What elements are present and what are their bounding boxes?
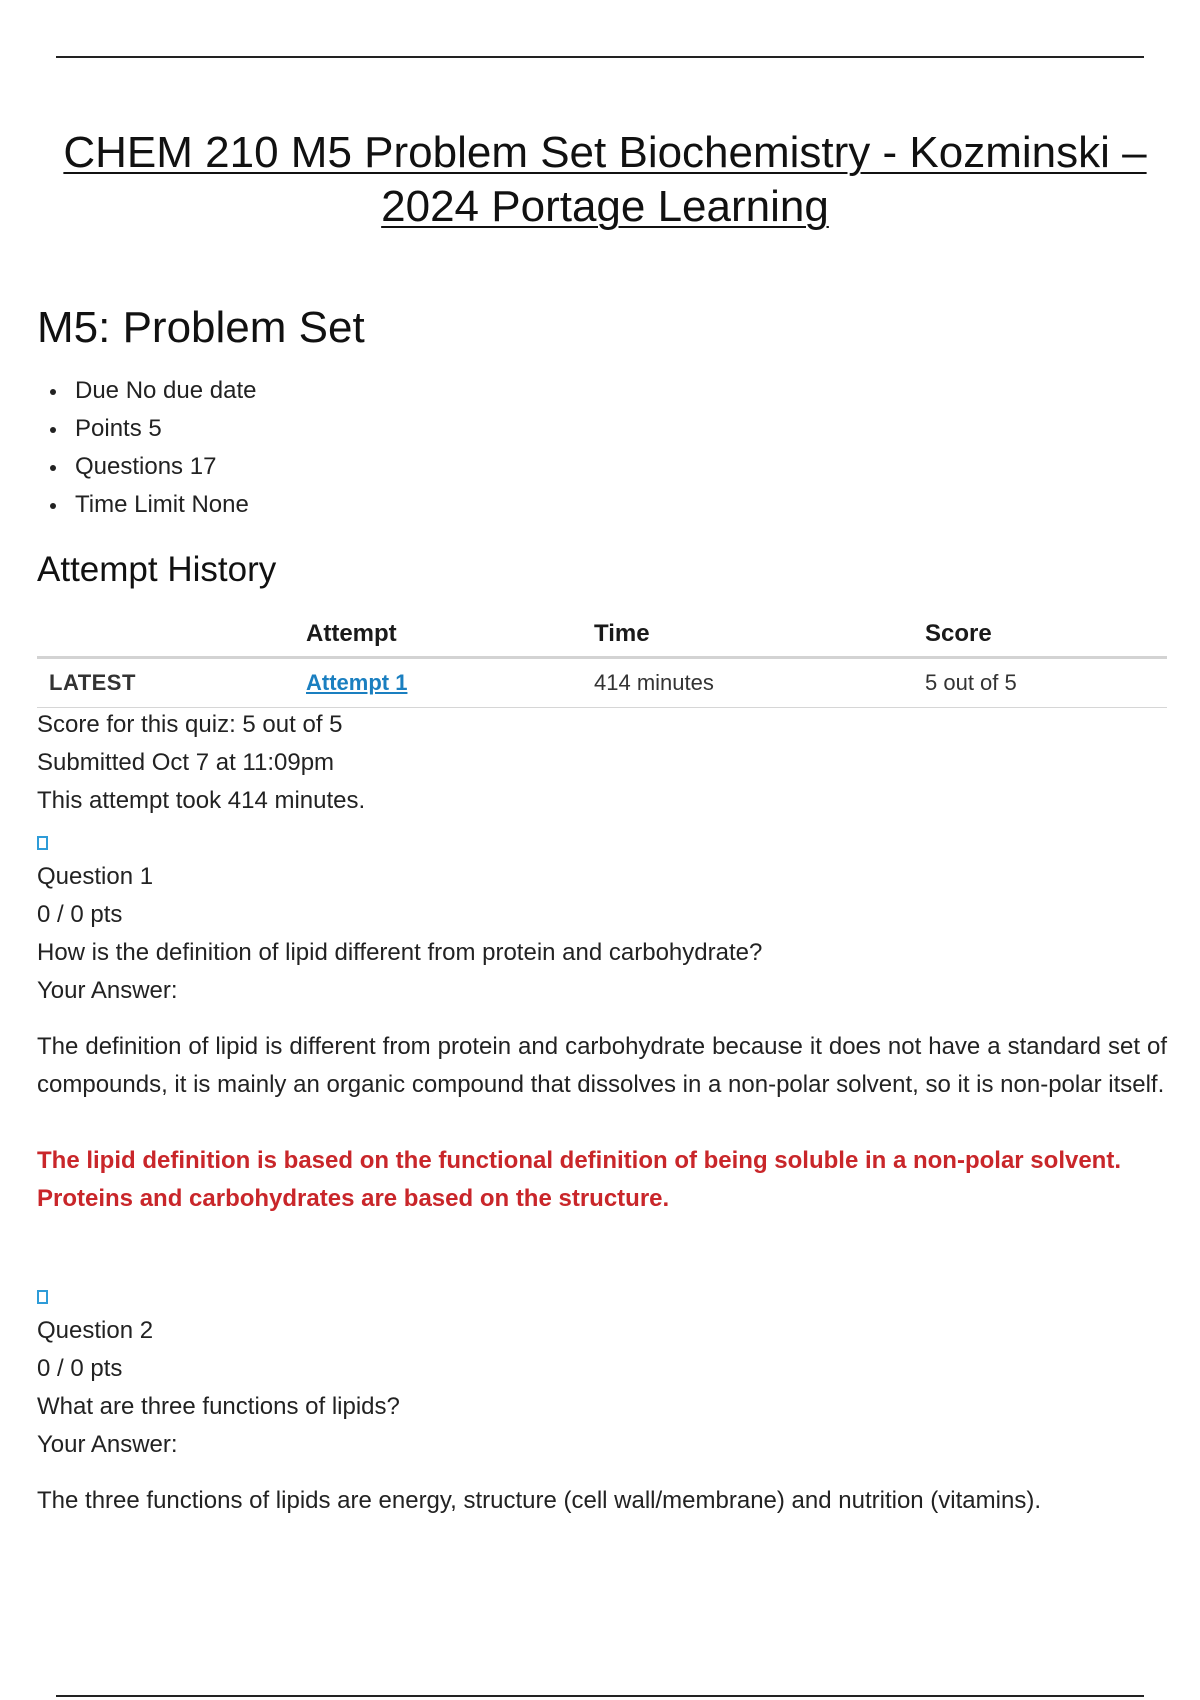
answer-label: Your Answer:	[37, 977, 178, 1004]
question-1	[37, 858, 1167, 1218]
attempt-duration: This attempt took 414 minutes.	[37, 787, 366, 814]
attempt-link[interactable]: Attempt 1	[306, 670, 408, 695]
attempt-history-table	[37, 612, 1167, 708]
detail-time-limit: Time Limit None	[37, 486, 256, 524]
table-header-row	[37, 612, 1167, 658]
question-title: Question 2	[37, 1317, 154, 1344]
question-points: 0 / 0 pts	[37, 1355, 123, 1382]
attempt-cell	[306, 658, 594, 708]
user-answer: The definition of lipid is different from protein and carbohydrate because it does not have a standard set of compounds, it is mainly an organic compound that dissolves in a non-polar solvent, so it is non-polar itself.	[37, 1033, 1167, 1098]
page-title: M5: Problem Set	[37, 303, 365, 352]
column-header-attempt: Attempt	[306, 612, 594, 658]
detail-points: Points 5	[37, 410, 256, 448]
table-row	[37, 658, 1167, 708]
question-prompt: What are three functions of lipids?	[37, 1393, 400, 1420]
column-header-time: Time	[594, 612, 925, 658]
question-2	[37, 1312, 1167, 1520]
column-header-label	[37, 612, 306, 658]
attempt-history-heading: Attempt History	[37, 550, 277, 589]
bottom-rule	[56, 1695, 1144, 1697]
assignment-details	[37, 372, 256, 524]
latest-badge: LATEST	[37, 658, 306, 708]
detail-due: Due No due date	[37, 372, 256, 410]
question-points: 0 / 0 pts	[37, 901, 123, 928]
quiz-score: Score for this quiz: 5 out of 5	[37, 711, 343, 738]
answer-feedback: The lipid definition is based on the functional definition of being soluble in a non-polar solvent. Proteins and carbohydrates are based on the structure.	[37, 1147, 1121, 1212]
user-answer: The three functions of lipids are energy, structure (cell wall/membrane) and nutrition (vitamins).	[37, 1487, 1041, 1514]
quiz-summary	[37, 706, 365, 820]
submitted-timestamp: Submitted Oct 7 at 11:09pm	[37, 749, 335, 776]
document-title: CHEM 210 M5 Problem Set Biochemistry - Kozminski – 2024 Portage Learning	[63, 128, 1147, 231]
top-rule	[56, 56, 1144, 58]
time-cell: 414 minutes	[594, 658, 925, 708]
answer-label: Your Answer:	[37, 1431, 178, 1458]
flag-question-icon[interactable]	[37, 836, 48, 850]
detail-questions: Questions 17	[37, 448, 256, 486]
question-title: Question 1	[37, 863, 154, 890]
column-header-score: Score	[925, 612, 1167, 658]
score-cell: 5 out of 5	[925, 658, 1167, 708]
question-prompt: How is the definition of lipid different from protein and carbohydrate?	[37, 939, 763, 966]
flag-question-icon[interactable]	[37, 1290, 48, 1304]
